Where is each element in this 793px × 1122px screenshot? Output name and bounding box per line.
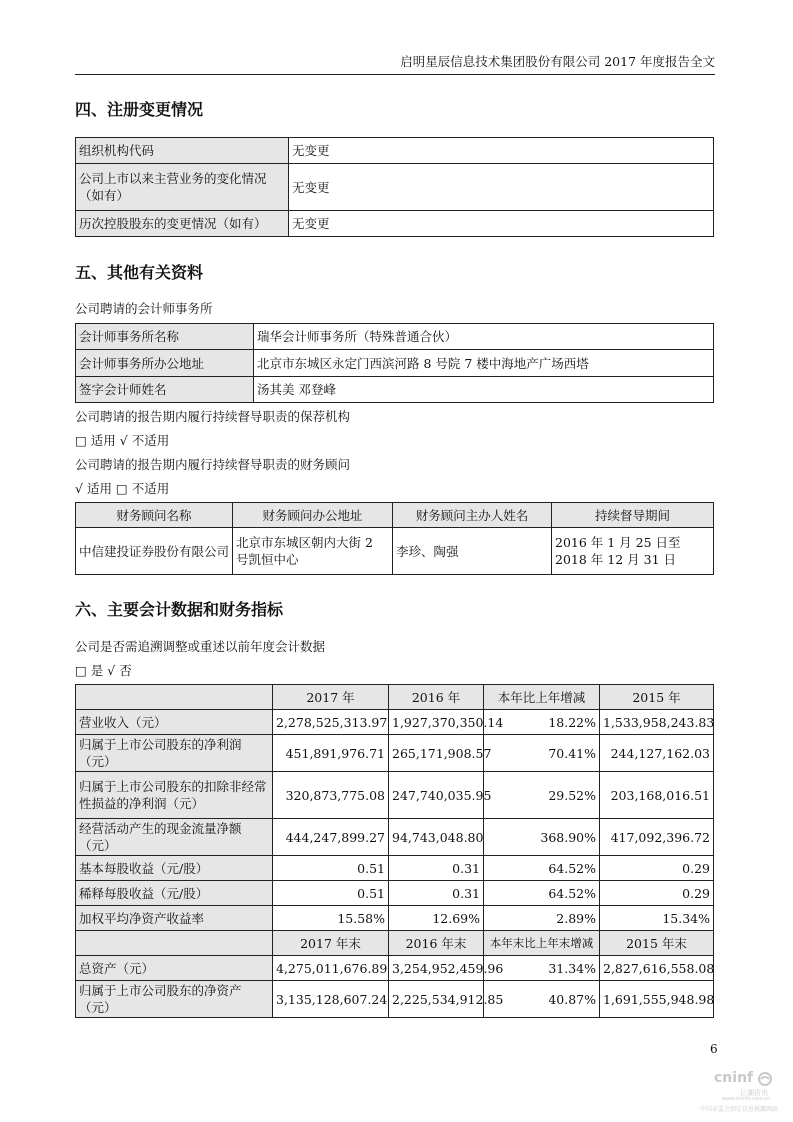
restatement-intro: 公司是否需追溯调整或重述以前年度会计数据 [75,639,326,654]
table-row [76,956,714,981]
row-label: 归属于上市公司股东的扣除非经常性损益的净利润（元） [76,772,273,819]
value-cell: 451,891,976.71 [273,735,389,772]
financial-data-table [75,684,714,1018]
table-row [76,138,714,164]
cninfo-line3: 中国证监会指定信息披露网站 [700,1106,779,1113]
value-cell: 汤其美 邓登峰 [254,377,714,403]
advisor-choice: √ 适用 □ 不适用 [75,481,170,496]
table-row [76,710,714,735]
column-header: 财务顾问办公地址 [233,503,393,528]
advisor-period-cell: 2016 年 1 月 25 日至 2018 年 12 月 31 日 [552,528,714,575]
value-cell: 4,275,011,676.89 [273,956,389,981]
value-cell: 0.31 [389,856,484,881]
value-cell: 2.89% [484,906,600,931]
value-cell: 70.41% [484,735,600,772]
advisor-intro: 公司聘请的报告期内履行持续督导职责的财务顾问 [75,457,351,472]
value-cell: 64.52% [484,856,600,881]
value-cell: 2,827,616,558.08 [600,956,714,981]
value-cell: 94,743,048.80 [389,819,484,856]
column-header: 2016 年 [389,685,484,710]
advisor-address-cell: 北京市东城区朝内大街 2 号凯恒中心 [233,528,393,575]
cninfo-swirl-icon [758,1072,772,1086]
section-5-title: 五、其他有关资料 [75,263,204,282]
cninfo-brand-text: cninf [714,1070,754,1086]
column-header: 2015 年末 [600,931,714,956]
table-header-row [76,685,714,710]
value-cell: 0.29 [600,856,714,881]
label-cell: 会计师事务所办公地址 [76,350,254,377]
value-cell: 0.51 [273,881,389,906]
label-cell: 签字会计师姓名 [76,377,254,403]
value-cell: 417,092,396.72 [600,819,714,856]
value-cell: 203,168,016.51 [600,772,714,819]
column-header: 本年比上年增减 [484,685,600,710]
value-cell: 18.22% [484,710,600,735]
cninfo-watermark-logo [700,1070,790,1120]
table-row [76,164,714,211]
value-cell: 244,127,162.03 [600,735,714,772]
row-label: 加权平均净资产收益率 [76,906,273,931]
table-row [76,528,714,575]
advisor-person-cell: 李珍、陶强 [393,528,552,575]
cninfo-line2: www.cninfo.com.cn [722,1096,771,1102]
table-row [76,324,714,350]
value-cell: 247,740,035.95 [389,772,484,819]
row-label: 归属于上市公司股东的净利润（元） [76,735,273,772]
table-row [76,772,714,819]
column-header: 本年末比上年末增减 [484,931,600,956]
accountant-table [75,323,714,403]
table-row [76,377,714,403]
column-header: 2015 年 [600,685,714,710]
value-cell: 444,247,899.27 [273,819,389,856]
table-header-row [76,931,714,956]
section-6-title: 六、主要会计数据和财务指标 [75,600,284,619]
column-header [76,685,273,710]
value-cell: 1,691,555,948.98 [600,981,714,1018]
value-cell: 0.29 [600,881,714,906]
value-cell: 12.69% [389,906,484,931]
table-row [76,981,714,1018]
table-row [76,735,714,772]
column-header [76,931,273,956]
value-cell: 瑞华会计师事务所（特殊普通合伙） [254,324,714,350]
page-number: 6 [710,1042,718,1056]
value-cell: 无变更 [289,164,714,211]
value-cell: 31.34% [484,956,600,981]
table-row [76,819,714,856]
label-cell: 组织机构代码 [76,138,289,164]
table-row [76,881,714,906]
advisor-table [75,502,714,575]
label-cell: 历次控股股东的变更情况（如有） [76,211,289,237]
section-4-title: 四、注册变更情况 [75,100,204,119]
value-cell: 北京市东城区永定门西滨河路 8 号院 7 楼中海地产广场西塔 [254,350,714,377]
row-label: 归属于上市公司股东的净资产（元） [76,981,273,1018]
label-cell: 公司上市以来主营业务的变化情况（如有） [76,164,289,211]
table-row [76,350,714,377]
column-header: 2017 年末 [273,931,389,956]
row-label: 总资产（元） [76,956,273,981]
value-cell: 3,254,952,459.96 [389,956,484,981]
column-header: 2017 年 [273,685,389,710]
value-cell: 40.87% [484,981,600,1018]
value-cell: 0.51 [273,856,389,881]
value-cell: 64.52% [484,881,600,906]
column-header: 财务顾问名称 [76,503,233,528]
table-row [76,906,714,931]
value-cell: 1,533,958,243.83 [600,710,714,735]
cninfo-line1: 巨潮资讯 [740,1089,768,1097]
registration-change-table [75,137,714,237]
value-cell: 无变更 [289,138,714,164]
row-label: 基本每股收益（元/股） [76,856,273,881]
table-row [76,211,714,237]
advisor-name-cell: 中信建投证券股份有限公司 [76,528,233,575]
page-header: 启明星辰信息技术集团股份有限公司 2017 年度报告全文 [75,52,715,75]
value-cell: 29.52% [484,772,600,819]
table-row [76,856,714,881]
value-cell: 15.58% [273,906,389,931]
sponsor-choice: □ 适用 √ 不适用 [75,433,170,448]
column-header: 持续督导期间 [552,503,714,528]
label-cell: 会计师事务所名称 [76,324,254,350]
table-header-row [76,503,714,528]
value-cell: 2,278,525,313.97 [273,710,389,735]
value-cell: 1,927,370,350.14 [389,710,484,735]
value-cell: 368.90% [484,819,600,856]
value-cell: 320,873,775.08 [273,772,389,819]
sponsor-intro: 公司聘请的报告期内履行持续督导职责的保荐机构 [75,409,351,424]
restatement-choice: □ 是 √ 否 [75,663,132,678]
value-cell: 无变更 [289,211,714,237]
value-cell: 15.34% [600,906,714,931]
value-cell: 265,171,908.57 [389,735,484,772]
column-header: 财务顾问主办人姓名 [393,503,552,528]
value-cell: 2,225,534,912.85 [389,981,484,1018]
column-header: 2016 年末 [389,931,484,956]
value-cell: 3,135,128,607.24 [273,981,389,1018]
row-label: 营业收入（元） [76,710,273,735]
accountant-intro: 公司聘请的会计师事务所 [75,301,213,316]
value-cell: 0.31 [389,881,484,906]
row-label: 稀释每股收益（元/股） [76,881,273,906]
row-label: 经营活动产生的现金流量净额（元） [76,819,273,856]
